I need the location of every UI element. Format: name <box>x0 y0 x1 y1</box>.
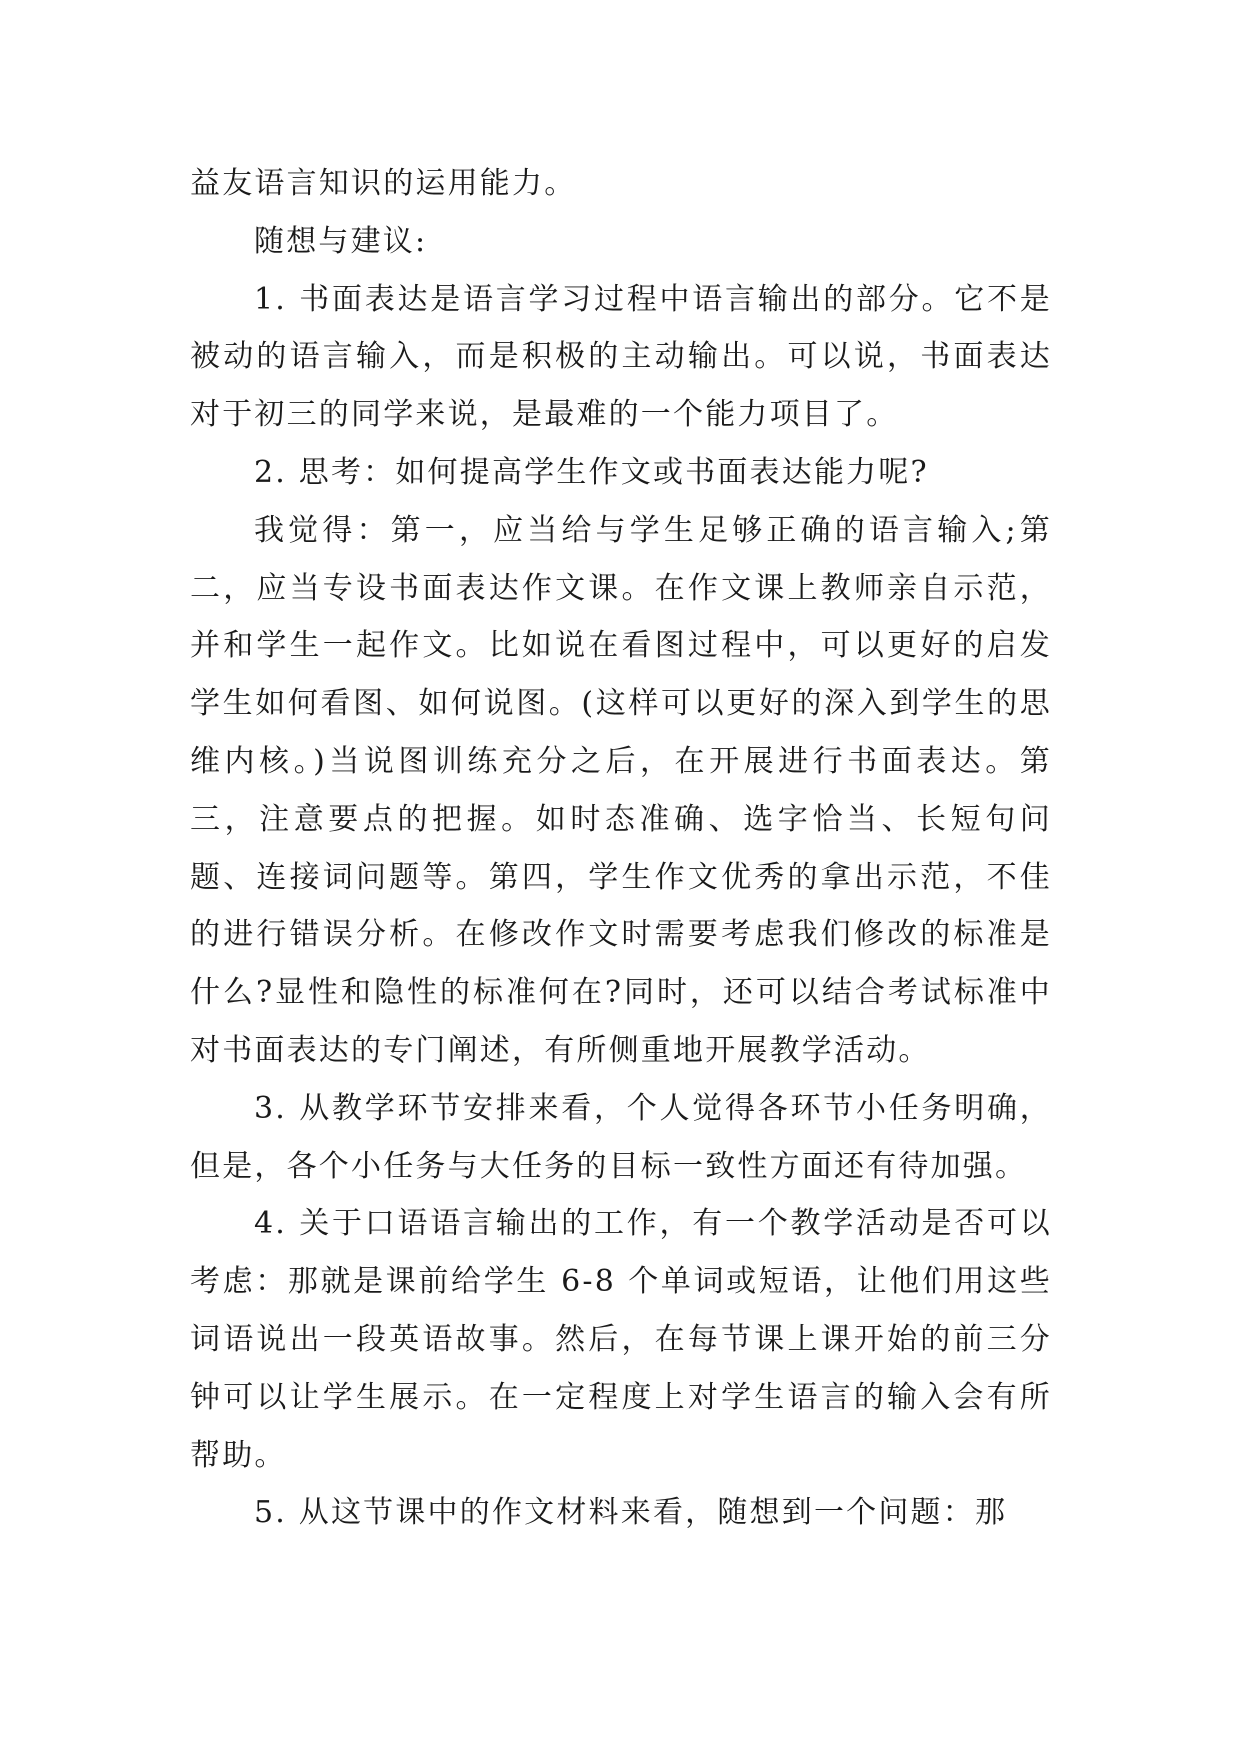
paragraph-item-3: 3. 从教学环节安排来看，个人觉得各环节小任务明确，但是，各个小任务与大任务的目标一致性方面还有待加强。 <box>190 1090 1052 1184</box>
paragraph-item-2-detail: 我觉得：第一，应当给与学生足够正确的语言输入;第二，应当专设书面表达作文课。在作文课上教师亲自示范，并和学生一起作文。比如说在看图过程中，可以更好的启发学生如何看图、如何说图。(这样可以更好的深入到学生的思维内核。)当说图训练充分之后，在开展进行书面表达。第三，注意要点的把握。如时态准确、选字恰当、长短句问题、连接词问题等。第四，学生作文优秀的拿出示范，不佳的进行错误分析。在修改作文时需要考虑我们修改的标准是什么?显性和隐性的标准何在?同时，还可以结合考试标准中对书面表达的专门阐述，有所侧重地开展教学活动。 <box>190 512 1052 1068</box>
paragraph-item-2: 2. 思考：如何提高学生作文或书面表达能力呢? <box>254 454 929 490</box>
paragraph-item-1: 1. 书面表达是语言学习过程中语言输出的部分。它不是被动的语言输入，而是积极的主动输出。可以说，书面表达对于初三的同学来说，是最难的一个能力项目了。 <box>190 281 1052 433</box>
paragraph-heading-suggestions: 随想与建议: <box>254 223 428 259</box>
paragraph-item-4: 4. 关于口语语言输出的工作，有一个教学活动是否可以考虑：那就是课前给学生 6-8 个单词或短语，让他们用这些词语说出一段英语故事。然后，在每节课上课开始的前三分钟可以让学生展示。在一定程度上对学生语言的输入会有所帮助。 <box>190 1206 1052 1473</box>
paragraph-continuation: 益友语言知识的运用能力。 <box>190 166 577 201</box>
paragraph-item-5: 5. 从这节课中的作文材料来看，随想到一个问题：那 <box>254 1495 1008 1531</box>
document-page <box>190 155 1052 1542</box>
